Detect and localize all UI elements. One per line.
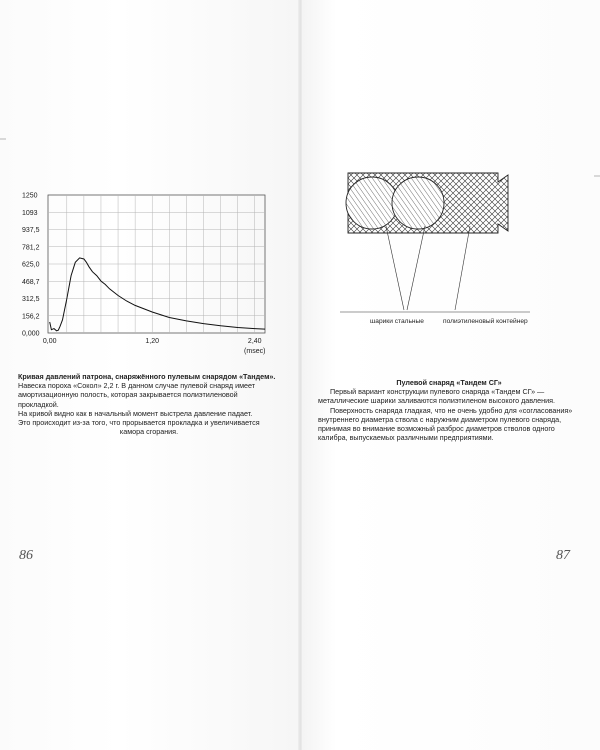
projectile-diagram: [330, 160, 560, 335]
chart-y-tick-label: 312,5: [22, 296, 40, 303]
steel-ball-1: [346, 177, 398, 229]
page-number-right: 87: [556, 548, 570, 563]
chart-x-tick-label: 2,40: [247, 338, 262, 345]
chart-y-tick-label: 468,7: [22, 278, 40, 286]
page-edge-mark: [0, 138, 6, 140]
chart-caption-line: На кривой видно как в начальный момент выстрела давление падает.: [18, 408, 253, 418]
page-number-left: 86: [19, 548, 33, 563]
chart-y-tick-label: 781,2: [22, 244, 40, 252]
chart-caption-line: камора сгорания.: [119, 427, 179, 437]
chart-y-tick-label: 1250: [22, 192, 38, 200]
projectile-caption-line: калибра, выпускаемых различными предприятиями.: [318, 433, 494, 443]
chart-caption: [18, 372, 280, 436]
page-edge-mark: [594, 175, 600, 177]
projectile-diagram-svg: [330, 160, 560, 335]
projectile-caption-title: Пулевой снаряд «Тандем СГ»: [396, 378, 502, 387]
projectile-caption-line: принимая во внимание возможный разброс диаметров стволов одного: [318, 424, 555, 434]
book-gutter: [298, 0, 302, 750]
chart-y-tick-label: 1093: [22, 209, 38, 217]
chart-y-tick-label: 156,2: [22, 313, 40, 321]
right-page: [300, 0, 600, 750]
projectile-caption: [318, 378, 580, 442]
chart-caption-line: Навеска пороха «Сокол» 2,2 г. В данном случае пулевой снаряд имеет: [18, 381, 256, 391]
projectile-caption-line: Первый вариант конструкции пулевого снаряда «Тандем СГ» —: [330, 387, 545, 397]
label-polyethylene-container: полиэтиленовый контейнер: [443, 318, 528, 325]
chart-y-tick-label: 625,0: [22, 261, 40, 269]
label-steel-balls: шарики стальные: [370, 318, 424, 325]
projectile-caption-line: Поверхность снаряда гладкая, что не очень удобно для «согласования»: [330, 405, 573, 415]
chart-series-line-pressure: [50, 258, 265, 331]
leader-line-container: [455, 226, 470, 310]
chart-x-tick-label: 0,00: [42, 338, 57, 345]
chart-caption-title: Кривая давлений патрона, снаряжённого пулевым снарядом «Тандем».: [18, 372, 276, 381]
chart-caption-line: Это происходит из-за того, что прорывается прокладка и увеличивается: [18, 418, 260, 428]
pressure-curve-svg: [0, 180, 290, 365]
steel-ball-2: [392, 177, 444, 229]
chart-x-tick-label: 1,20: [145, 338, 160, 345]
leader-line-ball-1: [386, 226, 404, 310]
chart-x-axis-label: (msec): [244, 348, 266, 355]
chart-y-tick-label: 0,000: [22, 330, 40, 338]
pressure-curve-chart: [0, 180, 290, 365]
projectile-caption-line: внутреннего диаметра ствола с наружним диаметром пулевого снаряда,: [318, 414, 562, 424]
projectile-caption-line: металлические шарики заливаются полиэтиленом высокого давления.: [318, 396, 555, 406]
leader-line-ball-2: [407, 226, 425, 310]
chart-y-tick-label: 937,5: [22, 227, 40, 234]
chart-caption-line: амортизационную полость, которая закрывается полиэтиленовой прокладкой.: [18, 390, 238, 409]
